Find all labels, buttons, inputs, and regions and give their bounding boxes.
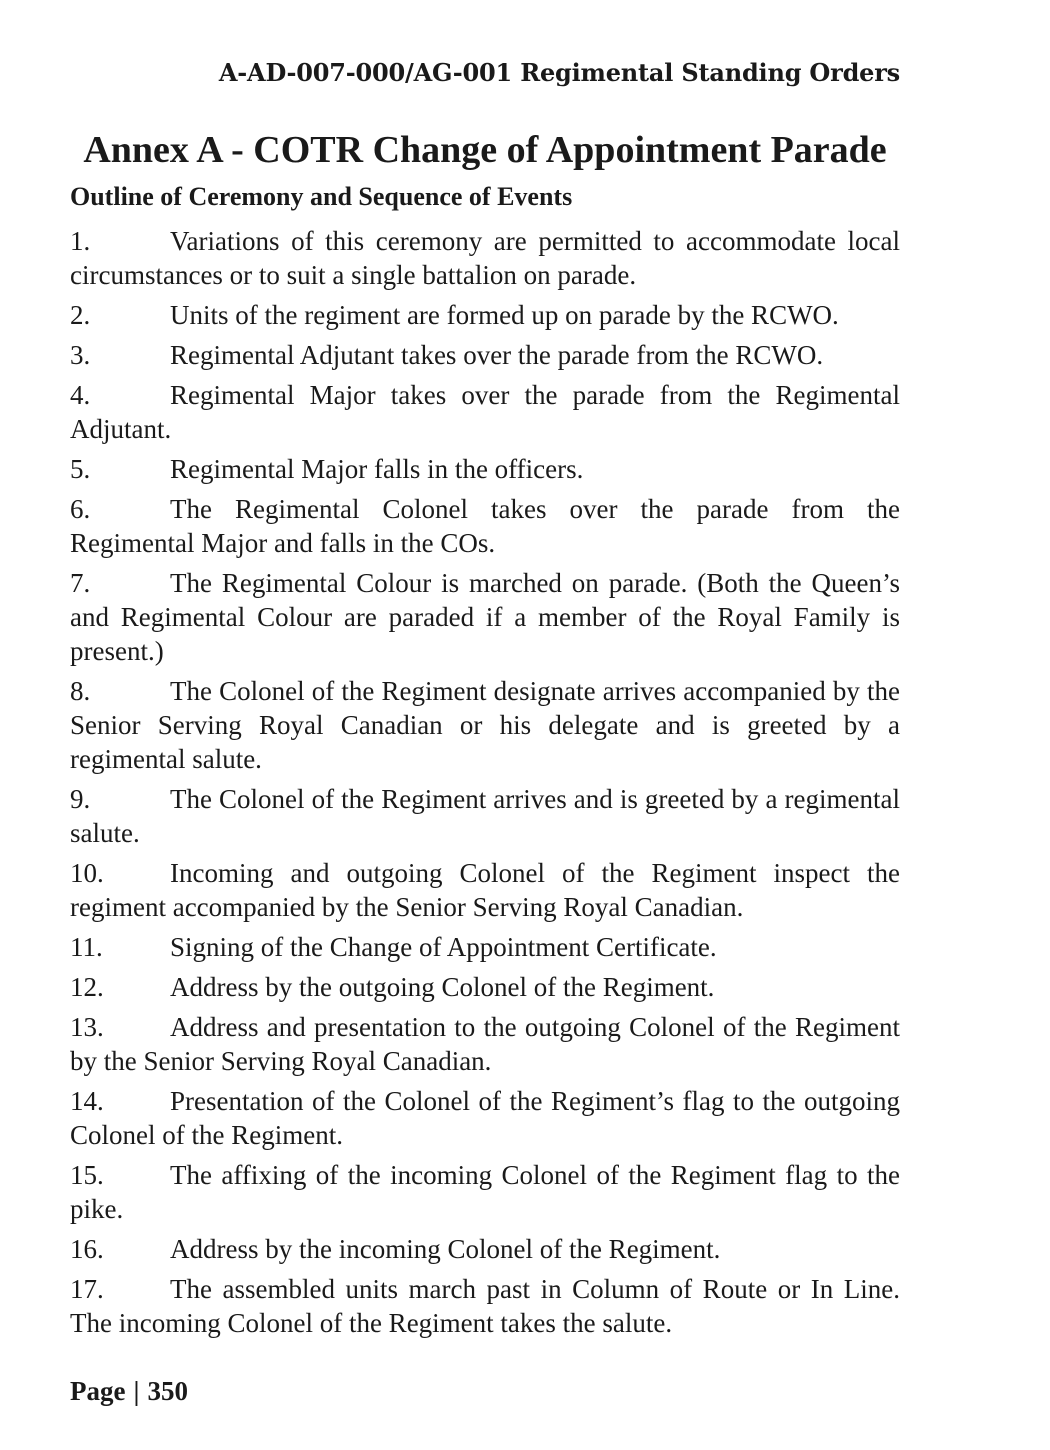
event-text: Incoming and outgoing Colonel of the Regiment inspect the regiment accompanied by the Senior Serving Royal Canadian. xyxy=(70,858,900,922)
event-text: The Regimental Colonel takes over the parade from the Regimental Major and falls in the COs. xyxy=(70,494,900,558)
page-label: Page xyxy=(70,1376,126,1406)
event-number: 17. xyxy=(70,1274,104,1304)
event-item xyxy=(70,1158,900,1226)
event-number: 1. xyxy=(70,226,91,256)
page-footer xyxy=(70,1376,188,1407)
event-text: Signing of the Change of Appointment Certificate. xyxy=(170,932,717,962)
event-text: Regimental Adjutant takes over the parade from the RCWO. xyxy=(170,340,824,370)
event-text: The Colonel of the Regiment designate arrives accompanied by the Senior Serving Royal Canadian or his delegate and is greeted by a regimental salute. xyxy=(70,676,900,774)
event-item xyxy=(70,1084,900,1152)
event-item xyxy=(70,224,900,292)
event-item xyxy=(70,452,900,486)
event-text: Presentation of the Colonel of the Regiment’s flag to the outgoing Colonel of the Regiment. xyxy=(70,1086,900,1150)
event-number: 2. xyxy=(70,300,91,330)
event-item xyxy=(70,674,900,776)
event-text: Address and presentation to the outgoing Colonel of the Regiment by the Senior Serving Royal Canadian. xyxy=(70,1012,900,1076)
event-number: 13. xyxy=(70,1012,104,1042)
event-item xyxy=(70,1010,900,1078)
event-item xyxy=(70,930,900,964)
event-item xyxy=(70,298,900,332)
event-text: Regimental Major falls in the officers. xyxy=(170,454,584,484)
event-list xyxy=(70,224,900,1346)
page-separator: | xyxy=(133,1376,140,1406)
event-item xyxy=(70,782,900,850)
event-text: Variations of this ceremony are permitted to accommodate local circumstances or to suit a single battalion on parade. xyxy=(70,226,900,290)
event-number: 12. xyxy=(70,972,104,1002)
event-text: Address by the outgoing Colonel of the Regiment. xyxy=(170,972,715,1002)
event-text: The Colonel of the Regiment arrives and is greeted by a regimental salute. xyxy=(70,784,900,848)
event-item xyxy=(70,1232,900,1266)
document-page xyxy=(70,0,900,1450)
event-item xyxy=(70,378,900,446)
event-number: 4. xyxy=(70,380,91,410)
event-text: The affixing of the incoming Colonel of the Regiment flag to the pike. xyxy=(70,1160,900,1224)
event-item xyxy=(70,338,900,372)
event-number: 7. xyxy=(70,568,91,598)
event-item xyxy=(70,1272,900,1340)
event-text: Address by the incoming Colonel of the Regiment. xyxy=(170,1234,721,1264)
event-item xyxy=(70,492,900,560)
event-text: Units of the regiment are formed up on parade by the RCWO. xyxy=(170,300,839,330)
event-text: The Regimental Colour is marched on parade. (Both the Queen’s and Regimental Colour are paraded if a member of the Royal Family is present.) xyxy=(70,568,900,666)
event-number: 3. xyxy=(70,340,91,370)
event-number: 16. xyxy=(70,1234,104,1264)
event-number: 8. xyxy=(70,676,91,706)
event-number: 5. xyxy=(70,454,91,484)
page-number: 350 xyxy=(147,1376,188,1406)
event-item xyxy=(70,566,900,668)
event-number: 11. xyxy=(70,932,103,962)
event-item xyxy=(70,856,900,924)
running-header: A-AD-007-000/AG-001 Regimental Standing Orders xyxy=(218,58,900,87)
event-number: 15. xyxy=(70,1160,104,1190)
event-item xyxy=(70,970,900,1004)
event-text: Regimental Major takes over the parade from the Regimental Adjutant. xyxy=(70,380,900,444)
section-heading: Outline of Ceremony and Sequence of Events xyxy=(70,182,573,211)
event-text: The assembled units march past in Column of Route or In Line. The incoming Colonel of the Regiment takes the salute. xyxy=(70,1274,900,1338)
event-number: 10. xyxy=(70,858,104,888)
event-number: 14. xyxy=(70,1086,104,1116)
event-number: 6. xyxy=(70,494,91,524)
event-number: 9. xyxy=(70,784,91,814)
annex-title: Annex A - COTR Change of Appointment Parade xyxy=(83,129,887,171)
